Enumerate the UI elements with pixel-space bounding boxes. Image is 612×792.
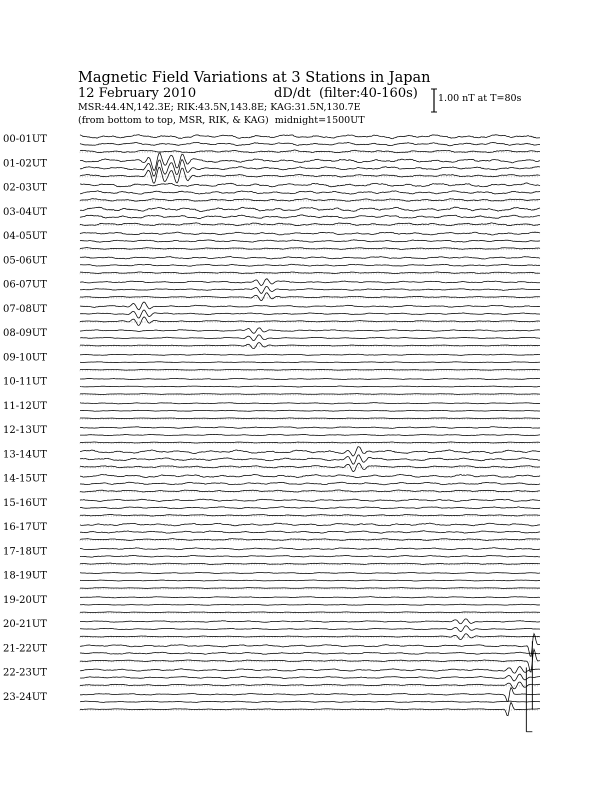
- row-20-21UT: [3, 619, 540, 640]
- trace-KAG: [80, 619, 540, 624]
- trace-RIK: [80, 410, 540, 411]
- row-02-03UT: [3, 183, 540, 202]
- date-label: 12 February 2010: [78, 86, 197, 101]
- row-label: 03-04UT: [3, 206, 47, 218]
- row-label: 10-11UT: [3, 376, 47, 388]
- trace-RIK: [80, 159, 540, 176]
- trace-MSR: [80, 369, 540, 370]
- trace-MSR: [80, 702, 540, 715]
- trace-RIK: [80, 386, 540, 387]
- trace-RIK: [80, 362, 540, 363]
- trace-RIK: [80, 604, 540, 605]
- trace-RIK: [80, 240, 540, 242]
- row-label: 20-21UT: [3, 619, 47, 630]
- trace-MSR: [80, 317, 540, 326]
- row-label: 05-06UT: [3, 255, 47, 267]
- row-04-05UT: [3, 231, 540, 250]
- trace-KAG: [80, 279, 540, 286]
- trace-MSR: [80, 199, 540, 202]
- row-17-18UT: [3, 546, 540, 565]
- trace-RIK: [80, 142, 540, 145]
- trace-KAG: [80, 207, 540, 212]
- trace-KAG: [80, 666, 540, 673]
- row-label: 12-13UT: [3, 425, 47, 436]
- row-label: 02-03UT: [3, 182, 47, 194]
- trace-MSR: [80, 539, 540, 541]
- trace-RIK: [80, 455, 540, 464]
- row-label: 23-24UT: [3, 691, 47, 703]
- trace-RIK: [80, 310, 540, 318]
- row-23-24UT: [3, 688, 540, 716]
- row-10-11UT: [3, 377, 540, 396]
- trace-KAG: [80, 257, 540, 259]
- trace-MSR: [80, 150, 540, 153]
- row-label: 13-14UT: [3, 449, 47, 461]
- chart-title: Magnetic Field Variations at 3 Stations in Japan: [78, 70, 431, 86]
- row-label: 14-15UT: [3, 473, 47, 485]
- trace-RIK: [80, 626, 540, 632]
- trace-KAG: [80, 328, 540, 333]
- row-label: 11-12UT: [3, 400, 47, 412]
- row-06-07UT: [3, 279, 540, 301]
- trace-MSR: [80, 394, 540, 395]
- row-label: 16-17UT: [3, 522, 47, 533]
- trace-MSR: [80, 272, 540, 274]
- row-13-14UT: [3, 447, 540, 472]
- order-note-text: (from bottom to top, MSR, RIK, & KAG): [78, 115, 269, 126]
- scale-label: 1.00 nT at T=80s: [438, 93, 522, 104]
- trace-MSR: [80, 490, 540, 492]
- trace-RIK: [80, 555, 540, 557]
- row-16-17UT: [3, 522, 540, 541]
- trace-MSR: [80, 588, 540, 589]
- row-05-06UT: [3, 255, 540, 274]
- trace-KAG: [80, 474, 540, 477]
- row-07-08UT: [3, 302, 540, 325]
- row-label: 04-05UT: [3, 231, 47, 242]
- trace-MSR: [80, 612, 540, 613]
- row-label: 08-09UT: [3, 328, 47, 339]
- trace-KAG: [80, 523, 540, 526]
- trace-RIK: [80, 482, 540, 485]
- stations-label: MSR:44.4N,142.3E; RIK:43.5N,143.8E; KAG:31.5N,130.7E: [78, 102, 361, 113]
- trace-MSR: [80, 682, 540, 689]
- trace-RIK: [80, 531, 540, 533]
- row-label: 21-22UT: [3, 643, 47, 655]
- trace-MSR: [80, 634, 540, 640]
- quantity-label: dD/dt: [274, 86, 311, 101]
- trace-KAG: [80, 354, 540, 355]
- row-09-10UT: [3, 352, 540, 371]
- trace-KAG: [80, 135, 540, 139]
- trace-KAG: [80, 548, 540, 550]
- row-label: 19-20UT: [3, 594, 47, 606]
- trace-MSR: [80, 343, 540, 349]
- row-label: 06-07UT: [3, 279, 47, 291]
- row-label: 00-01UT: [3, 134, 47, 145]
- row-00-01UT: [3, 134, 540, 153]
- trace-RIK: [80, 674, 540, 681]
- trace-MSR: [80, 442, 540, 443]
- row-15-16UT: [3, 498, 540, 517]
- trace-KAG: [80, 183, 540, 187]
- row-label: 22-23UT: [3, 667, 47, 679]
- trace-MSR: [80, 167, 540, 183]
- trace-KAG: [80, 447, 540, 457]
- row-label: 01-02UT: [3, 158, 47, 170]
- row-08-09UT: [3, 328, 540, 349]
- trace-RIK: [80, 434, 540, 435]
- row-label: 09-10UT: [3, 352, 47, 364]
- trace-KAG: [80, 232, 540, 235]
- trace-KAG: [80, 688, 540, 702]
- trace-RIK: [80, 215, 540, 219]
- trace-MSR: [80, 223, 540, 226]
- row-12-13UT: [3, 425, 540, 444]
- row-01-02UT: [3, 153, 540, 183]
- trace-KAG: [80, 302, 540, 310]
- filter-label: (filter:40-160s): [318, 86, 418, 101]
- trace-KAG: [80, 572, 540, 573]
- row-14-15UT: [3, 474, 540, 493]
- trace-RIK: [80, 287, 540, 294]
- trace-RIK: [80, 507, 540, 509]
- trace-MSR: [80, 418, 540, 419]
- trace-RIK: [80, 652, 540, 654]
- trace-KAG: [80, 499, 540, 501]
- row-19-20UT: [3, 595, 540, 614]
- trace-RIK: [80, 701, 540, 702]
- trace-MSR: [80, 293, 540, 301]
- midnight-label: midnight=1500UT: [274, 115, 365, 126]
- row-22-23UT: [3, 666, 540, 688]
- row-18-19UT: [3, 571, 540, 590]
- trace-MSR: [80, 463, 540, 471]
- row-11-12UT: [3, 401, 540, 420]
- trace-RIK: [80, 264, 540, 266]
- trace-RIK: [80, 580, 540, 581]
- trace-KAG: [80, 597, 540, 598]
- trace-KAG: [80, 403, 540, 404]
- trace-RIK: [80, 335, 540, 341]
- trace-MSR: [80, 248, 540, 250]
- trace-RIK: [80, 191, 540, 194]
- row-label: 18-19UT: [3, 570, 47, 582]
- row-label: 07-08UT: [3, 303, 47, 315]
- trace-KAG: [80, 427, 540, 429]
- row-label: 17-18UT: [3, 546, 47, 558]
- trace-MSR: [80, 514, 540, 516]
- trace-MSR: [80, 563, 540, 564]
- trace-KAG: [80, 378, 540, 379]
- row-label: 15-16UT: [3, 497, 47, 509]
- row-03-04UT: [3, 207, 540, 226]
